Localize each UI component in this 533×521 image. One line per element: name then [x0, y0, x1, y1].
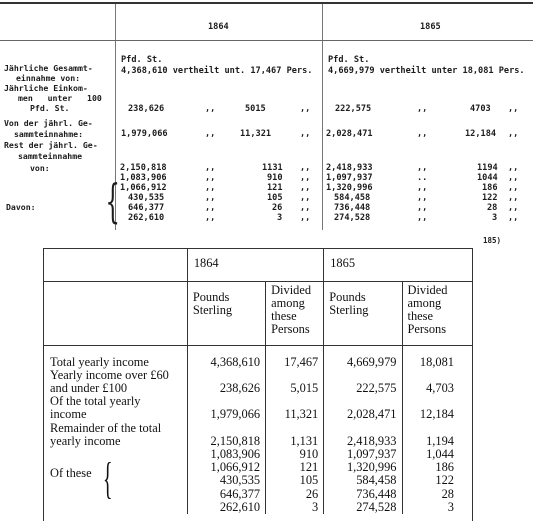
rest-pounds-1864: 2,150,818 — [120, 163, 167, 173]
cell-value: 11,321 — [284, 407, 319, 422]
ditto-column: ,, ,, ,, ,, ,, ,, — [205, 163, 216, 223]
label-under100-line3: Pfd. St. — [30, 103, 70, 113]
rest-pounds-1865: 584,458 — [334, 193, 371, 203]
ditto-mark: ,, — [300, 129, 311, 139]
cell-value: 262,610 — [219, 499, 261, 514]
under100-persons-1864: 5015 — [245, 104, 266, 114]
cell-spacer — [271, 369, 318, 382]
label-remainder-line1: Remainder of the total — [50, 420, 162, 435]
ditto-mark: ,, — [300, 104, 311, 114]
year-1864-heading: 1864 — [208, 22, 229, 32]
ditto-mark: ,, — [205, 129, 216, 139]
cell-value: 222,575 — [356, 380, 397, 395]
cell-value: 105 — [299, 473, 319, 488]
cell-value: 12,184 — [419, 407, 454, 422]
ditto-mark: ,, — [417, 104, 428, 114]
blank-subheader-cell — [44, 281, 187, 345]
english-translation-table — [43, 248, 473, 521]
under100-pounds-1865: 222,575 — [335, 104, 372, 114]
pounds-1865-column — [324, 345, 402, 514]
label-over-60-line1: Yearly income over £60 — [50, 367, 169, 382]
rest-pounds-1864: 262,610 — [128, 213, 165, 223]
ditto-mark: ,, — [205, 104, 216, 114]
cell-value: 1,979,066 — [210, 407, 261, 422]
pounds-sterling-header-1864: Pounds Sterling — [187, 281, 265, 345]
label-under100-line1: Jährliche Einkom- — [4, 83, 88, 93]
divided-header-1864: Divided among these Persons — [266, 281, 324, 345]
cell-value: 121 — [299, 460, 319, 475]
rest-persons-1865: 122 — [482, 193, 498, 203]
persons-1864-column — [266, 345, 324, 514]
cell-spacer — [408, 369, 455, 382]
rest-pounds-1865: 1,320,996 — [326, 183, 373, 193]
cell-value: 736,448 — [356, 486, 397, 501]
label-total-yearly-income: Total yearly income — [50, 354, 149, 369]
rest-persons-1864: 105 — [267, 193, 283, 203]
total-1865: 4,669,979 vertheilt unter 18,081 Pers. — [328, 66, 525, 76]
top-rule — [0, 2, 533, 4]
rest-pounds-1864: 1,066,912 — [120, 183, 167, 193]
share-persons-1864: 11,321 — [240, 129, 272, 139]
label-under100-line2: men unter 100 — [18, 93, 102, 103]
cell-value: 2,418,933 — [346, 433, 397, 448]
label-rest-line1: Rest der jährl. Ge- — [4, 140, 98, 150]
cell-value: 186 — [435, 460, 454, 475]
stray-page-number: 185) — [483, 236, 502, 245]
rest-persons-1864: 1131 — [262, 163, 283, 173]
label-total-line2: einnahme von: — [16, 73, 81, 83]
pounds-sterling-header-1865: Pounds Sterling — [324, 281, 402, 345]
rest-persons-1865: 186 — [482, 183, 498, 193]
ditto-mark: ,, — [417, 129, 428, 139]
label-davon: Davon: — [6, 202, 36, 212]
unit-1865: Pfd. St. — [328, 55, 370, 65]
ditto-mark: ,, — [508, 129, 519, 139]
cell-value: 584,458 — [356, 473, 397, 488]
share-persons-1865: 12,184 — [465, 129, 497, 139]
total-1864: 4,368,610 vertheilt unt. 17,467 Pers. — [121, 66, 313, 76]
brace-glyph: { — [105, 174, 120, 228]
year-1864-header: 1864 — [187, 249, 323, 281]
cell-spacer — [193, 422, 260, 435]
label-of-these: Of these — [50, 465, 92, 480]
cell-value: 122 — [435, 473, 454, 488]
rest-pounds-1865: 1,097,937 — [326, 173, 373, 183]
cell-value: 1,097,937 — [346, 446, 397, 461]
ditto-column: ,, .. ,, ,, ,, ,, — [417, 163, 428, 223]
label-share-line2: sammteinnahme: — [14, 129, 84, 139]
rest-persons-1865: 1044 — [477, 173, 498, 183]
rest-persons-1865: 28 — [487, 203, 498, 213]
column-divider — [322, 4, 323, 230]
rest-persons-1865: 1194 — [477, 163, 498, 173]
cell-value: 26 — [305, 486, 319, 501]
cell-value: 2,028,471 — [346, 407, 397, 422]
cell-value: 3 — [447, 499, 454, 514]
label-over-60-line2: and under £100 — [50, 380, 128, 395]
label-remainder-line2: yearly income — [50, 433, 121, 448]
label-rest-line2: sammteinnahme — [18, 151, 83, 161]
row-labels — [44, 345, 187, 514]
cell-value: 1,320,996 — [346, 460, 397, 475]
cell-value: 1,044 — [426, 446, 454, 461]
unit-1864: Pfd. St. — [121, 55, 163, 65]
header-rule — [0, 40, 533, 41]
cell-value: 4,669,979 — [346, 354, 397, 369]
cell-value: 910 — [299, 446, 319, 461]
rest-pounds-1864: 1,083,906 — [120, 173, 167, 183]
of-these-group — [49, 448, 187, 514]
year-1865-header: 1865 — [324, 249, 472, 281]
persons-1865-column — [402, 345, 472, 514]
cell-spacer — [329, 422, 396, 435]
cell-spacer — [408, 422, 455, 435]
rest-persons-1865: 3 — [492, 213, 498, 223]
rest-pounds-1865: 274,528 — [334, 213, 371, 223]
label-total-line1: Jährliche Gesammt- — [4, 63, 93, 73]
label-share-line2: income — [50, 407, 87, 422]
cell-value: 4,703 — [426, 380, 454, 395]
cell-value: 3 — [312, 499, 319, 514]
cell-value: 430,535 — [219, 473, 261, 488]
cell-value: 646,377 — [219, 486, 261, 501]
cell-value: 5,015 — [290, 380, 319, 395]
ditto-column: ,, ,, ,, ,, ,, ,, — [300, 163, 311, 223]
rest-pounds-1865: 2,418,933 — [326, 163, 373, 173]
rest-pounds-1864: 430,535 — [128, 193, 165, 203]
cell-value: 1,083,906 — [210, 446, 261, 461]
label-share-line1: Von der jährl. Ge- — [4, 118, 93, 128]
cell-value: 4,368,610 — [210, 354, 261, 369]
rest-persons-1864: 910 — [267, 173, 283, 183]
share-pounds-1865: 2,028,471 — [326, 129, 373, 139]
under100-pounds-1864: 238,626 — [128, 104, 165, 114]
cell-value: 2,150,818 — [210, 433, 261, 448]
rest-persons-1864: 26 — [272, 203, 283, 213]
rest-pounds-1864: 646,377 — [128, 203, 165, 213]
cell-value: 1,194 — [426, 433, 454, 448]
ditto-mark: ,, — [508, 104, 519, 114]
divided-header-1865: Divided among these Persons — [402, 281, 472, 345]
cell-value: 238,626 — [219, 380, 261, 395]
rest-persons-1864: 121 — [267, 183, 283, 193]
under100-persons-1865: 4703 — [470, 104, 491, 114]
cell-value: 17,467 — [284, 354, 319, 369]
cell-spacer — [329, 369, 396, 382]
cell-spacer — [193, 369, 260, 382]
german-original-table — [0, 0, 533, 245]
cell-value: 28 — [441, 486, 454, 501]
brace-glyph: { — [103, 453, 113, 503]
pounds-1864-column — [187, 345, 265, 514]
cell-value: 274,528 — [356, 499, 397, 514]
rest-pounds-1865: 736,448 — [334, 203, 371, 213]
year-1865-heading: 1865 — [420, 22, 441, 32]
cell-value: 1,066,912 — [210, 460, 261, 475]
share-pounds-1864: 1,979,066 — [121, 129, 168, 139]
cell-spacer — [271, 422, 318, 435]
cell-value: 18,081 — [419, 354, 454, 369]
cell-value: 1,131 — [290, 433, 319, 448]
label-share-line1: Of the total yearly — [50, 394, 141, 409]
blank-header-cell — [44, 249, 187, 281]
label-rest-line3: von: — [30, 163, 50, 173]
rest-persons-1864: 3 — [277, 213, 283, 223]
ditto-column: ,, ,, ,, ,, ,, ,, — [508, 163, 519, 223]
